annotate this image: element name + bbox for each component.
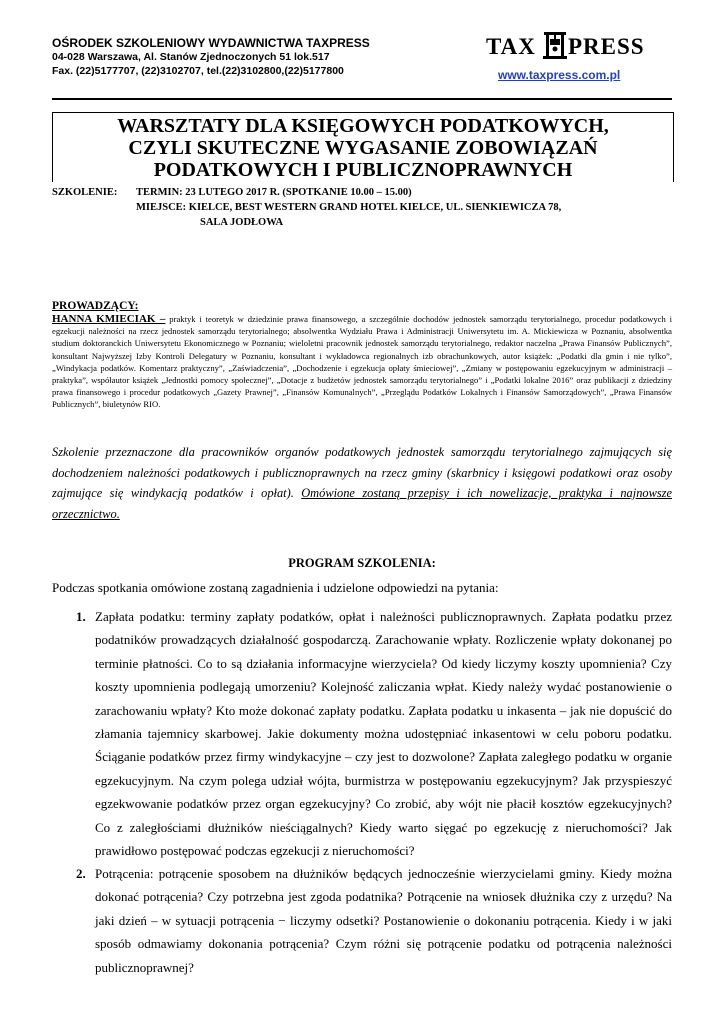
title-line-1: WARSZTATY DLA KSIĘGOWYCH PODATKOWYCH, xyxy=(117,115,609,137)
lecturer-bio-paragraph xyxy=(52,313,672,411)
intro-underlined: Omówione zostaną przepisy i ich nowelizacje, praktyka i najnowsze orzecznictwo. xyxy=(52,486,672,521)
training-term: TERMIN: 23 LUTEGO 2017 R. (SPOTKANIE 10.00 – 15.00) xyxy=(136,187,412,198)
training-room: SALA JODŁOWA xyxy=(200,217,284,228)
lecturer-heading: PROWADZĄCY: xyxy=(52,300,139,312)
program-item xyxy=(52,862,672,979)
website-link[interactable]: www.taxpress.com.pl xyxy=(498,68,621,82)
logo-word-press: PRESS xyxy=(568,34,645,59)
lecturer-section xyxy=(52,300,672,411)
program-item-text: Zapłata podatku: terminy zapłaty podatków, opłat i należności publicznoprawnych. Zapłata podatku przez podatników prowadzących działalność gospodarczą. Zarachowanie wpłaty. Rozliczenie wpłaty dokonanej po terminie płatności. Co to są działania informacyjne wierzyciela? Od kiedy liczymy koszty upomnienia? Czy koszty upomnienia podlegają umorzeniu? Kolejność zaliczania wpłat. Kiedy należy wydać postanowienie o zarachowaniu wpłaty? Kto może dokonać zapłaty podatku. Zapłata podatku u inkasenta – jak nie dopuścić do złamania tajemnicy skarbowej. Jakie dokumenty można udostępniać inkasentowi w celu poboru podatku. Ściąganie podatków przez firmy windykacyjne – czy jest to dozwolone? Zapłata zaległego podatku w organie egzekucyjnym. Na czym polega udział wójta, burmistrza w postępowaniu egzekucyjnym? Jak przyspieszyć egzekwowanie podatków przez organ egzekucyjny? Co zrobić, aby wójt nie płacił kosztów egzekucyjnych? Co z zaległościami dłużników nieściągalnych? Kiedy warto sięgać po egzekucję z nieruchomości? Jak prawidłowo postępować podczas egzekucji z nieruchomości? xyxy=(95,609,672,859)
publisher-contact: Fax. (22)5177707, (22)3102707, tel.(22)3102800,(22)5177800 xyxy=(52,65,344,77)
intro-text: Szkolenie przeznaczone dla pracowników organów podatkowych jednostek samorządu terytorialnego zajmujących się dochodzeniem należności podatkowych i publicznoprawnych na rzecz gminy (skarbnicy i księgowi podatkowi oraz osoby zajmujące się windykacją podatków i opłat). xyxy=(52,445,672,500)
taxpress-logo xyxy=(486,30,672,60)
training-place: MIEJSCE: KIELCE, BEST WESTERN GRAND HOTEL KIELCE, UL. SIENKIEWICZA 78, xyxy=(136,202,562,213)
program-item xyxy=(52,605,672,862)
publisher-header xyxy=(52,36,370,78)
program-lead: Podczas spotkania omówione zostaną zagadnienia i udzielone odpowiedzi na pytania: xyxy=(52,580,499,595)
program-item-text: Potrącenia: potrącenie sposobem na dłużników będących jednocześnie wierzycielami gminy. Kiedy można dokonać potrącenia? Czy potrzebna jest zgoda podatnika? Potrącenie na wniosek dłużnika czy z urzędu? Na jaki dzień – w sytuacji potrącenia − liczymy odsetki? Postanowienie o dokonaniu potrącenia. Kiedy i w jaki sposób odmawiamy dokonania potrącenia? Czym różni się potrącenie podatku od potrącenia należności publicznoprawnej? xyxy=(95,866,672,975)
header-divider xyxy=(52,98,672,100)
publisher-name: OŚRODEK SZKOLENIOWY WYDAWNICTWA TAXPRESS xyxy=(52,36,370,50)
title-line-3: PODATKOWYCH I PUBLICZNOPRAWNYCH xyxy=(153,159,573,181)
training-label: SZKOLENIE: xyxy=(52,187,118,198)
program-heading: PROGRAM SZKOLENIA: xyxy=(288,556,436,570)
lecturer-name: HANNA KMIECIAK – xyxy=(52,313,166,325)
program-item-number: 1. xyxy=(76,609,86,624)
program-item-number: 2. xyxy=(76,866,86,881)
course-title xyxy=(52,115,674,181)
title-line-2: CZYLI SKUTECZNE WYGASANIE ZOBOWIĄZAŃ xyxy=(128,137,598,159)
lecturer-bio: praktyk i teoretyk w dziedzinie prawa finansowego, a szczególnie dochodów jednostek samorządu terytorialnego, procedur podatkowych i egzekucji należności na rzecz jednostek samorządu terytorialnego; absolwentka Wydziału Prawa i Administracji Uniwersytetu im. A. Mickiewicza w Poznaniu, absolwentka studium doktoranckich Uniwersytetu Ekonomicznego w Poznaniu; wieloletni pracownik jednostek samorządu terytorialnego, redaktor naczelna „Prawa Finansów Publicznych”, konsultant Najwyższej Izby Kontroli Delegatury w Poznaniu, konsultant i wykładowca regionalnych izb obrachunkowych, autor książek: „Podatki dla gmin i nie tylko”, „Windykacja podatków. Komentarz praktyczny”, „Zaświadczenia”, „Dochodzenie i egzekucja opłaty śmieciowej”, „Zmiany w postępowaniu egzekucyjnym w administracji – praktyka”, współautor książek „Jednostki pomocy społecznej”, „Dotacje z budżetów jednostek samorządu terytorialnego” i „Podatki lokalne 2016” oraz publikacji z dziedziny prawa finansowego i procedur podatkowych „Gazety Prawnej”, „Finansów Komunalnych”, „Przeglądu Podatków Lokalnych i Finansów Samorządowych”, „Prawa Finansów Publicznych”, biuletynów RIO. xyxy=(52,314,672,410)
publisher-address: 04-028 Warszawa, Al. Stanów Zjednoczonych 51 lok.517 xyxy=(52,51,330,63)
press-machine-icon xyxy=(541,30,569,60)
logo-word-tax: TAX xyxy=(486,34,536,59)
intro-paragraph xyxy=(52,442,672,524)
